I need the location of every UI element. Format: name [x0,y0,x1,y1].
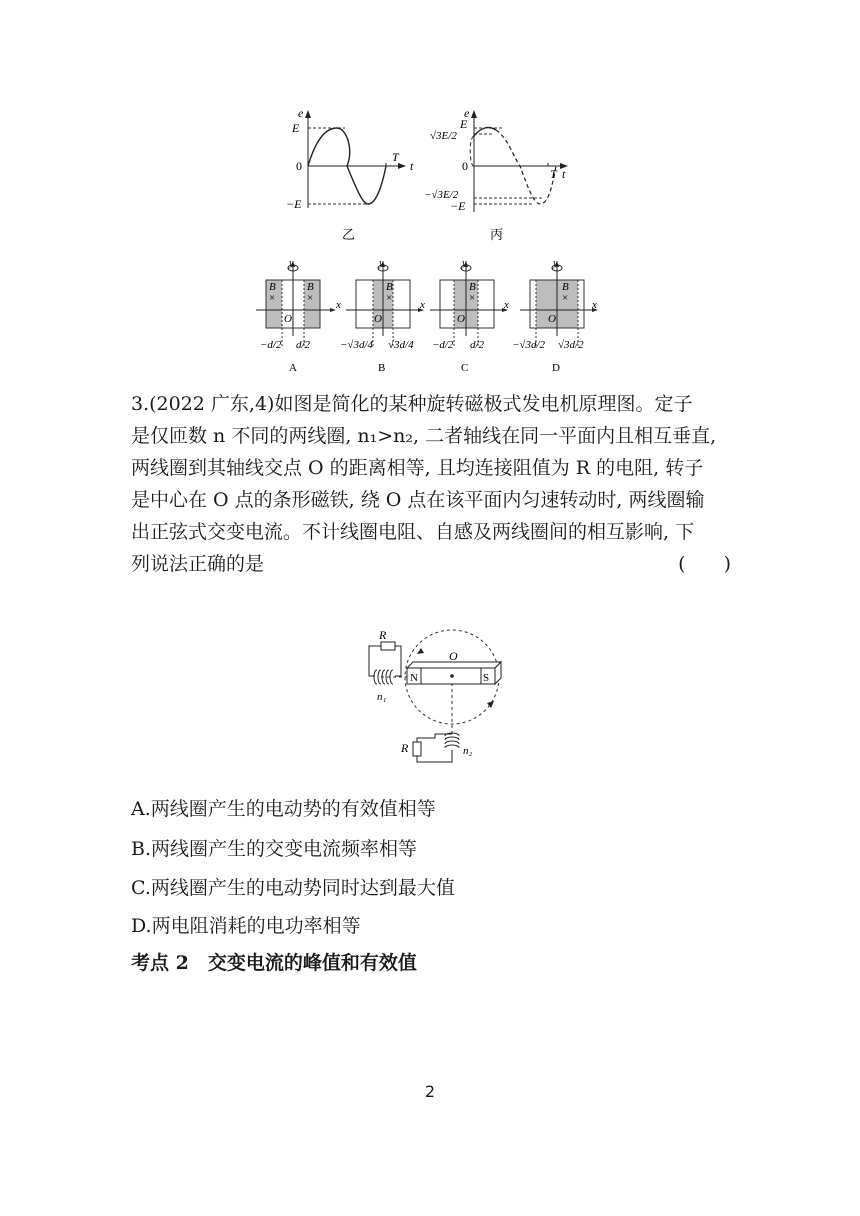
section-heading: 考点 2 交变电流的峰值和有效值 [131,952,417,974]
right-tick: √3d/2 [558,339,584,351]
svg-text:y: y [553,258,558,269]
svg-text:y: y [289,258,294,269]
option-caption: A [289,362,297,374]
svg-text:×: × [386,292,393,304]
svg-text:x: x [420,299,425,311]
svg-text:×: × [269,292,276,304]
R-label: R [379,628,387,642]
option-caption: D [552,362,560,374]
S-pole-label: S [483,672,490,684]
svg-text:B: B [469,281,476,293]
svg-text:y: y [462,258,467,269]
svg-text:x: x [336,299,341,311]
svg-text:B: B [269,281,276,293]
n1-label: n₁ [377,691,387,703]
option-fig-C [428,258,516,374]
page-number: 2 [424,1082,436,1101]
svg-text:B: B [386,281,393,293]
option-fig-D [512,258,604,374]
option-caption: B [378,362,386,374]
label-root3E2: √3E/2 [430,130,457,142]
right-tick: √3d/4 [388,339,414,351]
question-line: 3.(2022 广东,4)如图是简化的某种旋转磁极式发电机原理图。定子 [131,393,693,415]
right-tick: d/2 [470,339,485,351]
label-E: E [460,117,468,131]
label-0: 0 [462,159,468,173]
choice-D: D.两电阻消耗的电功率相等 [131,915,361,937]
left-tick: −√3d/2 [512,339,546,351]
left-tick: −d/2 [260,339,282,351]
R-label: R [401,741,409,755]
svg-text:×: × [307,292,314,304]
svg-text:×: × [562,292,569,304]
caption-bing: 丙 [490,227,504,242]
svg-text:O: O [374,313,382,325]
question-line: 列说法正确的是 [131,553,265,575]
label-neg-root3E2: −√3E/2 [424,189,459,201]
choice-B: B.两线圈产生的交变电流频率相等 [131,838,418,860]
axis-t-label: t [562,167,566,181]
axis-e-label: e [298,108,304,120]
svg-text:O: O [457,313,465,325]
answer-bracket: ( ) [678,553,731,575]
svg-text:×: × [469,292,476,304]
graph-bing [424,108,574,243]
question-line: 是仅匝数 n 不同的两线圈, n₁>n₂, 二者轴线在同一平面内且相互垂直, [131,425,717,447]
dashed-sine-curve [496,130,556,204]
graph-yi [280,108,420,243]
question-stem [131,388,731,580]
question-line: 两线圈到其轴线交点 O 的距离相等, 且均连接阻值为 R 的电阻, 转子 [131,457,704,479]
question-line: 出正弦式交变电流。不计线圈电阻、自感及两线圈间的相互影响, 下 [131,521,695,543]
caption-yi: 乙 [342,227,356,242]
N-pole-label: N [410,672,418,684]
tick-T-label: T [550,167,557,181]
svg-text:O: O [548,313,556,325]
choice-A: A.两线圈产生的电动势的有效值相等 [131,798,436,820]
option-caption: C [461,362,469,374]
label-negE: −E [286,197,302,211]
left-tick: −d/2 [432,339,454,351]
option-fig-A [256,258,344,374]
n2-label: n₂ [463,745,473,757]
svg-text:O: O [284,313,292,325]
label-0: 0 [296,159,302,173]
choice-C: C.两线圈产生的电动势同时达到最大值 [131,877,455,899]
svg-text:B: B [562,281,569,293]
tick-T-label: T [392,150,399,164]
svg-text:x: x [592,299,597,311]
svg-text:y: y [379,258,384,269]
right-tick: d/2 [296,339,311,351]
question-line: 是中心在 O 点的条形磁铁, 绕 O 点在该平面内匀速转动时, 两线圈输 [131,489,705,511]
option-fig-B [340,258,432,374]
O-label: O [449,649,458,663]
generator-diagram [355,626,515,776]
label-negE: −E [450,199,466,213]
axis-e-label: e [464,108,470,120]
svg-text:x: x [504,299,509,311]
label-E: E [292,121,300,135]
svg-text:B: B [307,281,314,293]
left-tick: −√3d/4 [340,339,374,351]
axis-t-label: t [410,159,414,173]
